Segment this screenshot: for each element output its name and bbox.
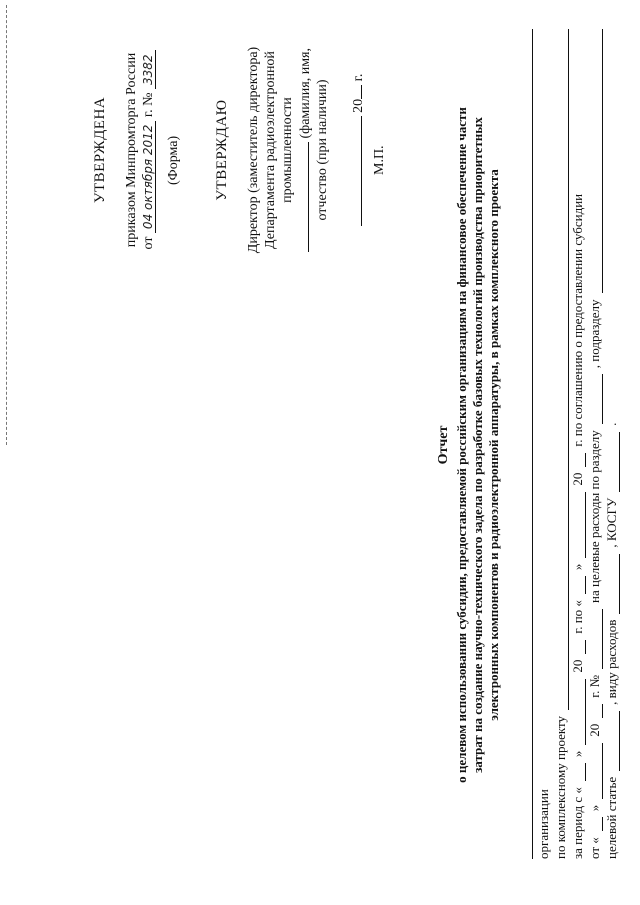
approval-block <box>92 35 157 265</box>
article-blank <box>607 711 620 771</box>
report-form-body <box>528 29 620 859</box>
period-month-blank <box>573 679 586 745</box>
agree-director-line: Директор (заместитель директора) <box>246 46 261 254</box>
agree-department-line: Департамента радиоэлектронной <box>263 51 278 249</box>
agreement-month-blank <box>590 743 603 799</box>
period-year-20: 20 <box>570 659 585 673</box>
agreement-year-blank <box>590 704 603 718</box>
approval-from-label: от <box>141 236 156 250</box>
year-blank <box>349 85 362 99</box>
project-row <box>552 29 569 859</box>
agree-industry-line: промышленности <box>280 97 295 203</box>
article-row <box>603 29 620 859</box>
expense-type-blank <box>607 554 620 614</box>
period-to-label: г. по « <box>570 600 585 634</box>
target-article-label: целевой статье <box>604 776 619 859</box>
stamp-label: М.П. <box>372 145 387 175</box>
agree-name-label: (фамилия, имя, <box>298 48 313 139</box>
handwritten-date: 04 октября 2012 <box>141 121 156 233</box>
scan-edge-line <box>6 5 7 445</box>
agree-name-line <box>296 35 314 265</box>
approval-date-line <box>140 35 157 265</box>
period-row <box>569 29 586 859</box>
row-end-dot: . <box>604 422 619 426</box>
org-row <box>535 29 552 859</box>
period-to-month-blank <box>573 492 586 558</box>
approval-number-label: г. № <box>141 92 156 118</box>
period-quote-close: » <box>570 750 585 758</box>
period-label: за период с « <box>570 787 585 859</box>
handwritten-number: 3382 <box>141 51 156 90</box>
report-subtitle-2: затрат на создание научно-технического задела по разработке базовых технологий производства приоритетных <box>470 117 485 773</box>
expense-type-label: , виду расходов <box>604 619 619 705</box>
date-blank <box>349 116 362 226</box>
agree-patronymic-line: отчество (при наличии) <box>315 79 330 221</box>
org-label: организации <box>536 789 551 859</box>
report-subtitle-3: электронных компонентов и радиоэлектронной аппаратуры, в рамках комплексного проекта <box>486 169 501 721</box>
agreement-number-label: г. № <box>587 674 602 698</box>
agreement-label: г. по соглашению о предоставлении субсидии <box>570 193 585 447</box>
agreement-year-20: 20 <box>587 723 602 737</box>
kosgu-label: , КОСГУ <box>604 497 619 548</box>
period-year-blank <box>573 640 586 654</box>
agreement-from-label: от « <box>587 837 602 859</box>
project-label: по комплексному проекту <box>553 715 568 859</box>
agreement-quote-close: » <box>587 804 602 812</box>
report-title: Отчет <box>436 425 451 465</box>
project-blank <box>556 29 569 710</box>
period-to-year-blank <box>573 453 586 467</box>
period-to-quote-close: » <box>570 563 585 571</box>
agree-date-line <box>349 35 367 265</box>
agree-block <box>214 35 367 265</box>
agreement-number-blank <box>590 609 603 669</box>
agreement-row <box>586 29 603 859</box>
report-title-block <box>436 45 502 845</box>
approval-title: УТВЕРЖДЕНА <box>92 96 108 204</box>
section-blank <box>590 374 603 424</box>
kosgu-blank <box>607 432 620 492</box>
report-subtitle-1: о целевом использовании субсидии, предоставляемой российским организациям на финансовое обеспечение части <box>454 107 469 783</box>
agree-date-20: 20 <box>351 98 366 113</box>
period-to-day-blank <box>573 576 586 594</box>
expense-section-label: на целевые расходы по разделу <box>587 430 602 603</box>
period-to-year-20: 20 <box>570 472 585 486</box>
approval-order-line: приказом Минпромторга России <box>124 52 139 248</box>
subsection-label: , подразделу <box>587 299 602 369</box>
agreement-day-blank <box>590 817 603 831</box>
agree-title: УТВЕРЖДАЮ <box>214 99 230 201</box>
period-day-blank <box>573 763 586 781</box>
agree-date-g: г. <box>351 73 366 82</box>
form-label: (Форма) <box>166 135 181 185</box>
subsection-blank <box>590 29 603 294</box>
top-blank-line <box>528 29 533 859</box>
name-blank <box>296 142 309 252</box>
